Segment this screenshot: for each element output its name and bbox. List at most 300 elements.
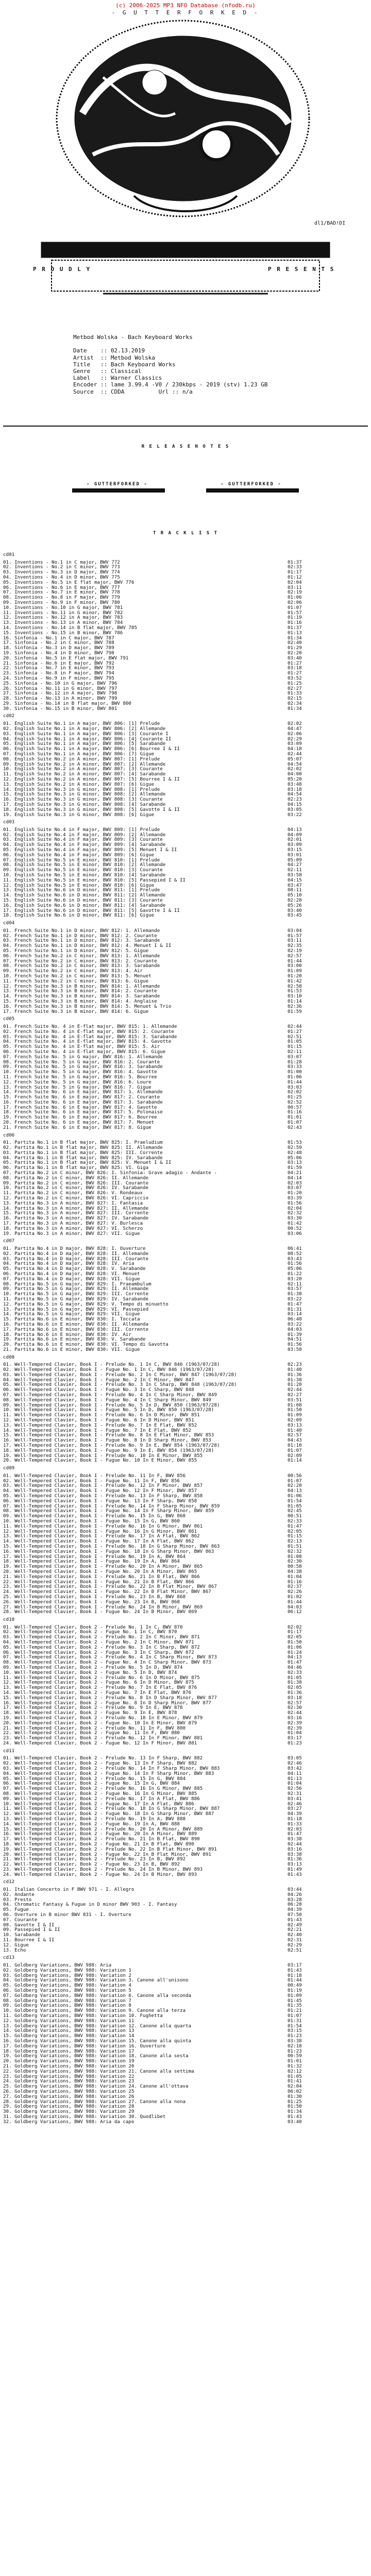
track-title: 15. French Suite No. 6 in E major, BWV 817: 2. Courante <box>3 1094 160 1100</box>
track-title: 10. Well-Tempered Clavier, Book 2 - Fugue No. 17 In A Flat, BWV 886 <box>3 1801 194 1807</box>
track-duration: 01:07 <box>288 1120 302 1126</box>
track-title: 20. Partita No.6 in E minor, BWV 830: VI. Tempo di Gavotta <box>3 1342 168 1348</box>
track-title: 09. French Suite No.2 in C minor, BWV 813: 4. Air <box>3 968 143 974</box>
track-title: 23. Well-Tempered Clavier, Book 2 - Prelude No. 24 In B Minor, BWV 893 <box>3 1866 203 1872</box>
track-title: 09. English Suite No.5 in E minor, BWV 810: [3] Courante <box>3 867 163 873</box>
track-duration: 02:04 <box>288 1205 302 1211</box>
track-title: 23. Well-Tempered Clavier, Book I - Prelude No. 22 In B Flat Minor, BWV 867 <box>3 1584 217 1590</box>
track-duration: 05:09 <box>288 857 302 863</box>
disc-heading: cd12 <box>3 1879 15 1885</box>
track-duration: 02:12 <box>288 2068 302 2074</box>
track-duration: 08:11 <box>288 887 302 893</box>
track-duration: 04:03 <box>288 1326 302 1332</box>
track-title: 17. Well-Tempered Clavier, Book I - Prelude No. 9 In E, BWV 854 (1963/07/28) <box>3 1443 220 1449</box>
track-title: 21. Well-Tempered Clavier, Book 2 - Prelude No. 11 In F, BWV 880 <box>3 1725 186 1731</box>
track-title: 08. Well-Tempered Clavier, Book I - Fugue No. 14 In F Sharp Minor, BWV 859 <box>3 1508 214 1514</box>
track-row <box>3 1741 364 1746</box>
track-duration: 02:46 <box>288 1801 302 1807</box>
track-duration: 03:22 <box>288 811 302 818</box>
track-duration: 01:43 <box>288 1967 302 1973</box>
track-duration: 03:51 <box>288 1397 302 1403</box>
divider <box>72 488 165 493</box>
track-title: 19. Well-Tempered Clavier, Book 2 - Prelude No. 10 In E Minor, BWV 879 <box>3 1715 203 1721</box>
track-duration: 02:37 <box>288 1584 302 1590</box>
disc-heading: cd04 <box>3 920 15 926</box>
track-duration: 01:35 <box>288 2003 302 2009</box>
track-duration: 04:14 <box>288 1175 302 1181</box>
track-duration: 03:38 <box>288 1836 302 1842</box>
track-row <box>3 1458 364 1463</box>
track-title: 04. Partita No.4 in D major, BWV 828: IV. Aria <box>3 1261 134 1267</box>
track-duration: 03:09 <box>288 741 302 747</box>
track-duration: 02:02 <box>288 766 302 772</box>
track-duration: 04:11 <box>288 1770 302 1776</box>
track-row <box>3 913 364 918</box>
track-title: 15. Partita No.3 in A minor, BWV 827: III. Corrente <box>3 1210 149 1216</box>
track-title: 15. English Suite No.6 in D minor, BWV 811: [3] Courante <box>3 897 163 904</box>
track-duration: 01:08 <box>288 1402 302 1408</box>
track-duration: 03:57 <box>288 1286 302 1292</box>
track-title: 09. Passepied I & II <box>3 1927 60 1933</box>
track-title: 05. Partita No.4 in D major, BWV 828: V. Sarabande <box>3 1266 146 1272</box>
track-duration: 02:33 <box>288 564 302 570</box>
track-title: 17. English Suite No.6 in D minor, BWV 811: [5] Gavotte I & II <box>3 907 180 913</box>
group-brand: - G U T T E R F O R K E D - <box>111 9 260 16</box>
track-title: 17. Well-Tempered Clavier, Book 2 - Prelude No. 21 In B Flat, BWV 890 <box>3 1836 200 1842</box>
track-title: 04. Well-Tempered Clavier, Book I - Fugue No. 12 In F Minor, BWV 857 <box>3 1488 197 1494</box>
track-duration: 01:43 <box>288 2113 302 2120</box>
track-duration: 01:22 <box>288 1270 302 1277</box>
track-duration: 03:40 <box>288 655 302 661</box>
track-duration: 02:26 <box>288 1589 302 1595</box>
track-title: 21. Well-Tempered Clavier, Book 2 - Prelude No. 23 In B, BWV 892 <box>3 1856 186 1862</box>
track-duration: 02:43 <box>288 1124 302 1130</box>
track-duration: 01:36 <box>288 1856 302 1862</box>
track-title: 11. Well-Tempered Clavier, Book 2 - Prelude No. 18 In G Sharp Minor, BWV 887 <box>3 1806 220 1812</box>
track-duration: 03:22 <box>288 1296 302 1302</box>
track-title: 12. Goldberg Variations, BWV 988: Variation 11 <box>3 2018 134 2024</box>
track-title: 11. Well-Tempered Clavier, Book 2 - Prelude No. 6 In D Minor, BWV 875 <box>3 1674 200 1681</box>
track-title: 01. Goldberg Variations, BWV 988: Aria <box>3 1962 112 1969</box>
track-duration: 01:20 <box>288 1382 302 1388</box>
track-duration: 01:23 <box>288 2033 302 2039</box>
track-title: 26. Well-Tempered Clavier, Book I - Fugue No. 23 In B, BWV 868 <box>3 1599 180 1605</box>
track-row <box>3 1347 364 1352</box>
track-duration: 01:49 <box>288 1866 302 1872</box>
track-duration: 01:31 <box>288 1306 302 1312</box>
track-duration: 03:22 <box>288 1321 302 1327</box>
track-duration: 01:04 <box>288 1730 302 1736</box>
track-title: 13. French Suite No.3 in B minor, BWV 814: 2. Courante <box>3 988 157 994</box>
track-title: 15. Well-Tempered Clavier, Book 2 - Prelude No. 8 In D Sharp Minor, BWV 877 <box>3 1694 217 1701</box>
track-title: 19. Well-Tempered Clavier, Book I - Prelude No. 20 In A Minor, BWV 865 <box>3 1564 203 1570</box>
track-duration: 01:53 <box>288 988 302 994</box>
track-duration: 01:41 <box>288 2078 302 2084</box>
track-duration: 01:27 <box>288 1028 302 1035</box>
track-row <box>3 1872 364 1877</box>
track-duration: 04:46 <box>288 1665 302 1671</box>
track-duration: 03:44 <box>288 1887 302 1893</box>
track-duration: 02:57 <box>288 1700 302 1706</box>
track-duration: 01:15 <box>288 1044 302 1050</box>
track-title: 10. English Suite No.5 in E minor, BWV 810: [4] Sarabande <box>3 872 166 878</box>
track-duration: 04:54 <box>288 761 302 767</box>
track-duration: 01:25 <box>288 2098 302 2105</box>
track-title: 12. Well-Tempered Clavier, Book 2 - Fugue No. 6 In D Minor, BWV 875 <box>3 1680 194 1686</box>
track-duration: 01:44 <box>288 1599 302 1605</box>
track-duration: 03:27 <box>288 1806 302 1812</box>
track-title: 05. Fugue <box>3 1907 29 1913</box>
track-duration: 03:20 <box>288 1276 302 1282</box>
track-duration: 00:49 <box>288 1982 302 1989</box>
track-title: 08. Gavotte I & II <box>3 1922 55 1928</box>
track-title: 08. Well-Tempered Clavier, Book 2 - Fugue No. 16 In G Minor, BWV 885 <box>3 1790 197 1797</box>
track-title: 02. Partita No.1 in B flat major, BWV 825: II. Allemande <box>3 1145 163 1151</box>
track-duration: 02:36 <box>288 1003 302 1009</box>
track-duration: 01:20 <box>288 973 302 979</box>
track-duration: 03:05 <box>288 806 302 812</box>
track-duration: 01:25 <box>288 680 302 686</box>
track-duration: 01:09 <box>288 1412 302 1418</box>
track-duration: 01:19 <box>288 1988 302 1994</box>
track-duration: 01:24 <box>288 1649 302 1655</box>
track-duration: 03:48 <box>288 781 302 787</box>
track-title: 16. Well-Tempered Clavier, Book I - Fugue No. 8 In D Sharp Minor, BWV 853 <box>3 1437 211 1444</box>
track-duration: 01:31 <box>288 2018 302 2024</box>
track-title: 07. Courante <box>3 1917 38 1923</box>
track-duration: 01:44 <box>288 1079 302 1085</box>
track-title: 13. Well-Tempered Clavier, Book I - Prelude No. 7 In E Flat, BWV 852 <box>3 1422 197 1428</box>
track-title: 10. Well-Tempered Clavier, Book 2 - Fugue No. 5 In D, BWV 874 <box>3 1669 177 1675</box>
track-duration: 04:13 <box>288 1654 302 1660</box>
track-title: 09. Goldberg Variations, BWV 988: Variation 8 <box>3 2003 131 2009</box>
track-duration: 01:06 <box>288 1644 302 1650</box>
track-row <box>3 1887 364 1892</box>
track-duration: 01:01 <box>288 1114 302 1121</box>
track-duration: 01:05 <box>288 1674 302 1681</box>
track-title: 30. Goldberg Variations, BWV 988: Variation 29 <box>3 2109 134 2115</box>
track-title: 09. Well-Tempered Clavier, Book 2 - Prelude No. 5 In D, BWV 874 <box>3 1665 183 1671</box>
track-duration: 03:07 <box>288 1185 302 1191</box>
track-title: 14. Well-Tempered Clavier, Book 2 - Fugue No. 7 In E Flat, BWV 876 <box>3 1690 192 1696</box>
track-duration: 02:19 <box>288 948 302 954</box>
track-duration: 01:56 <box>288 1200 302 1206</box>
track-duration: 01:38 <box>288 1680 302 1686</box>
track-duration: 01:04 <box>288 1781 302 1787</box>
track-title: 09. Well-Tempered Clavier, Book I - Prelude No. 15 In G, BWV 860 <box>3 1513 186 1519</box>
track-duration: 01:44 <box>288 1977 302 1984</box>
track-title: 03. Partita No.1 in B flat major, BWV 825: III. Corrente <box>3 1149 163 1156</box>
track-duration: 02:09 <box>288 1417 302 1423</box>
track-title: 15. Well-Tempered Clavier, Book 2 - Prelude No. 20 In A Minor, BWV 889 <box>3 1826 203 1832</box>
track-title: 03. Well-Tempered Clavier, Book I - Prelude No. 12 In F Minor, BWV 857 <box>3 1483 203 1489</box>
track-duration: 06:28 <box>288 1902 302 1908</box>
track-title: 07. English Suite No.1 in A major, BWV 806: [7] Gigue <box>3 751 155 757</box>
track-title: 18. English Suite No.6 in D minor, BWV 811: [6] Gigue <box>3 912 155 919</box>
track-duration: 06:02 <box>288 2088 302 2094</box>
track-title: 25. Well-Tempered Clavier, Book I - Prelude No. 23 In B, BWV 868 <box>3 1594 186 1600</box>
track-duration: 04:27 <box>288 862 302 868</box>
track-title: 07. Partita No.4 in D major, BWV 828: VII. Gigue <box>3 1276 140 1282</box>
track-duration: 02:06 <box>288 731 302 737</box>
track-duration: 04:54 <box>288 791 302 798</box>
track-duration: 04:03 <box>288 1604 302 1610</box>
track-title: 14. English Suite No.6 in D minor, BWV 811: [2] Allemande <box>3 892 166 899</box>
track-title: 08. Well-Tempered Clavier, Book I - Fugue No. 4 In C Sharp Minor, BWV 849 <box>3 1397 211 1403</box>
track-title: 31. Goldberg Variations, BWV 988: Variation 30. Quodlibet <box>3 2113 166 2120</box>
track-title: 13. English Suite No.6 in D minor, BWV 811: [1] Prelude <box>3 887 160 893</box>
track-duration: 02:58 <box>288 983 302 989</box>
track-title: 10. English Suite No.2 in A minor, BWV 807: [3] Courante <box>3 766 163 772</box>
track-duration: 02:11 <box>288 867 302 873</box>
track-title: 13. Inventions - No.13 in A minor, BWV 784 <box>3 620 123 626</box>
track-title: 16. French Suite No. 6 in E major, BWV 817: 3. Sarabande <box>3 1099 163 1105</box>
track-duration: 01:08 <box>288 1553 302 1560</box>
track-title: 05. French Suite No. 4 in E-flat major, BWV 815: 5. Air <box>3 1044 160 1050</box>
track-duration: 01:50 <box>288 1407 302 1413</box>
track-duration: 01:42 <box>288 978 302 984</box>
track-title: 09. Well-Tempered Clavier, Book 2 - Prelude No. 17 In A Flat, BWV 886 <box>3 1795 200 1802</box>
track-duration: 04:09 <box>288 832 302 838</box>
track-duration: 02:28 <box>288 897 302 904</box>
track-duration: 01:40 <box>288 1367 302 1373</box>
track-duration: 00:51 <box>288 1513 302 1519</box>
track-title: 01. French Suite No. 4 in E-flat major, BWV 815: 1. Allemande <box>3 1023 177 1029</box>
track-duration: 02:23 <box>288 796 302 803</box>
track-title: 11. Partita No.2 in C minor, BWV 826: V. Rondeaux <box>3 1190 143 1196</box>
track-duration: 02:57 <box>288 953 302 959</box>
track-duration: 01:13 <box>288 1775 302 1782</box>
track-title: 32. Goldberg Variations, BWV 988: Aria da capo <box>3 2119 134 2125</box>
track-title: 17. Partita No.3 in A minor, BWV 827: V. Burlesca <box>3 1221 143 1226</box>
track-title: 04. Well-Tempered Clavier, Book 2 - Fugue No. 2 In C Minor, BWV 871 <box>3 1639 194 1646</box>
track-duration: 01:34 <box>288 2109 302 2115</box>
track-title: 02. Well-Tempered Clavier, Book 2 - Fugue No. 1 In C, BWV 870 <box>3 1629 177 1635</box>
track-duration: 00:56 <box>288 1472 302 1479</box>
track-duration: 01:34 <box>288 705 302 711</box>
track-duration: 01:21 <box>288 2008 302 2014</box>
track-duration: 04:15 <box>288 877 302 883</box>
track-duration: 01:14 <box>288 1458 302 1464</box>
track-duration: 00:52 <box>288 1225 302 1231</box>
track-duration: 02:35 <box>288 943 302 949</box>
track-duration: 01:57 <box>288 609 302 616</box>
track-title: 06. French Suite No.2 in C minor, BWV 813: 1. Allemande <box>3 953 160 959</box>
track-title: 19. English Suite No.3 in G minor, BWV 808: [6] Gigue <box>3 811 155 818</box>
gutterforked-banner: - GUTTERFORKED - <box>87 482 148 487</box>
track-duration: 03:10 <box>288 993 302 999</box>
track-duration: 02:06 <box>288 600 302 606</box>
divider <box>3 426 368 427</box>
track-duration: 01:06 <box>288 595 302 601</box>
track-duration: 01:47 <box>288 1523 302 1529</box>
track-title: 18. Well-Tempered Clavier, Book 2 - Fugue No. 9 In E, BWV 878 <box>3 1710 177 1716</box>
track-title: 24. Well-Tempered Clavier, Book 2 - Fugue No. 24 In B Minor, BWV 893 <box>3 1871 197 1877</box>
track-duration: 00:59 <box>288 2053 302 2059</box>
track-duration: 02:02 <box>288 1624 302 1630</box>
track-title: 20. Well-Tempered Clavier, Book I - Fugue No. 20 In A Minor, BWV 865 <box>3 1568 197 1574</box>
track-duration: 03:09 <box>288 842 302 848</box>
track-title: 18. Partita No.6 in E minor, BWV 830: IV. Air <box>3 1331 131 1337</box>
track-title: 23. Well-Tempered Clavier, Book 2 - Prelude No. 12 In F Minor, BWV 881 <box>3 1735 203 1741</box>
track-duration: 02:57 <box>288 1432 302 1438</box>
track-title: 12. Inventions - No.12 in A major, BWV 783 <box>3 615 123 621</box>
track-title: 10. Well-Tempered Clavier, Book I - Fugue No. 15 In G, BWV 860 <box>3 1518 180 1524</box>
track-duration: 03:11 <box>288 938 302 944</box>
track-title: 09. French Suite No. 5 in G major, BWV 816: 3. Sarabande <box>3 1064 163 1070</box>
track-duration: 02:18 <box>288 2043 302 2049</box>
track-duration: 02:09 <box>288 1452 302 1459</box>
track-title: 03. Partita No.4 in D major, BWV 828: III. Courante <box>3 1256 149 1262</box>
track-title: 22. Sinfonia - No.7 in E minor, BWV 793 <box>3 665 114 671</box>
source-url[interactable]: (c) 2006-2025 MP3 NFO Database (nfodb.ru) <box>115 2 256 9</box>
track-duration: 01:43 <box>288 1871 302 1877</box>
track-title: 02. Inventions - No.2 in C minor, BWV 773 <box>3 564 120 570</box>
track-title: 20. Well-Tempered Clavier, Book 2 - Fugue No. 22 In B Flat Minor, BWV 891 <box>3 1851 211 1857</box>
track-title: 20. Well-Tempered Clavier, Book I - Fugue No. 10 In E Minor, BWV 855 <box>3 1458 197 1464</box>
track-duration: 02:27 <box>288 1392 302 1398</box>
track-duration: 01:25 <box>288 1094 302 1100</box>
proudly-text: P R O U D L Y <box>33 266 91 273</box>
track-title: 03. Goldberg Variations, BWV 988: Variation 2 <box>3 1972 131 1978</box>
track-duration: 01:29 <box>288 645 302 651</box>
track-title: 02. Well-Tempered Clavier, Book I - Fugue No. 1 In C, BWV 846 (1963/07/28) <box>3 1367 214 1373</box>
track-title: 20. Well-Tempered Clavier, Book 2 - Fugue No. 10 In E Minor, BWV 879 <box>3 1720 197 1726</box>
presents-text: P R E S E N T S <box>268 266 335 273</box>
track-title: 09. Partita No.5 in G major, BWV 829: II. Allemande <box>3 1286 149 1292</box>
track-title: 18. Sinfonia - No.3 in D major, BWV 789 <box>3 645 114 651</box>
track-duration: 08:52 <box>288 1250 302 1257</box>
track-duration: 01:14 <box>288 998 302 1004</box>
track-duration: 02:23 <box>288 1362 302 1368</box>
track-title: 18. Well-Tempered Clavier, Book I - Fugue No. 19 In A, BWV 864 <box>3 1558 180 1565</box>
track-title: 04. Well-Tempered Clavier, Book I - Fugue No. 2 In C Minor, BWV 847 <box>3 1377 194 1383</box>
track-title: 01. Partita No.4 in D major, BWV 828: I. Ouverture <box>3 1245 146 1251</box>
track-duration: 02:31 <box>288 1790 302 1797</box>
track-duration: 03:18 <box>288 1694 302 1701</box>
track-duration: 01:06 <box>288 1493 302 1499</box>
track-duration: 01:18 <box>288 1816 302 1822</box>
track-duration: 02:44 <box>288 1387 302 1393</box>
track-title: 04. English Suite No.1 in A major, BWV 806: [4] Courante II <box>3 736 172 742</box>
track-title: 05. Goldberg Variations, BWV 988: Variation 4 <box>3 1982 131 1989</box>
track-duration: 02:39 <box>288 1725 302 1731</box>
track-title: 28. Sinfonia - No.13 in A minor, BWV 799 <box>3 696 117 702</box>
track-title: 04. Goldberg Variations, BWV 988: Variation 3. Canone all'unisono <box>3 1977 189 1984</box>
track-duration: 01:51 <box>288 1543 302 1549</box>
track-title: 05. Partita No.1 in B flat major, BWV 825: V. Menuet I & II <box>3 1160 172 1166</box>
release-notes-heading: R E L E A S E N O T E S <box>141 444 230 449</box>
track-title: 24. Well-Tempered Clavier, Book 2 - Fugue No. 12 In F Minor, BWV 881 <box>3 1740 197 1747</box>
info-line: Artist :: Metbod Wolska <box>73 354 155 361</box>
track-title: 24. Goldberg Variations, BWV 988: Variation 23 <box>3 2078 134 2084</box>
track-duration: 03:58 <box>288 872 302 878</box>
track-title: 10. French Suite No.2 in C minor, BWV 813: 5. Menuet <box>3 973 151 979</box>
track-title: 21. Sinfonia - No.6 in E major, BWV 792 <box>3 660 114 666</box>
track-title: 05. Inventions - No.5 in E flat major, BWV 776 <box>3 579 134 585</box>
track-duration: 01:38 <box>288 1377 302 1383</box>
track-title: 17. Partita No.6 in E minor, BWV 830: III. Corrente <box>3 1326 149 1332</box>
track-duration: 02:13 <box>288 1538 302 1545</box>
track-duration: 02:46 <box>288 1760 302 1767</box>
track-title: 05. Well-Tempered Clavier, Book I - Prelude No. 3 In C Sharp, BWV 848 (1963/07/28) <box>3 1382 237 1388</box>
track-duration: 02:40 <box>288 1932 302 1938</box>
track-duration: 04:39 <box>288 1907 302 1913</box>
track-title: 03. English Suite No.1 in A major, BWV 806: [3] Courante I <box>3 731 168 737</box>
track-duration: 02:02 <box>288 1089 302 1095</box>
track-duration: 01:42 <box>288 1221 302 1226</box>
info-line: Genre :: Classical <box>73 368 142 375</box>
track-duration: 01:37 <box>288 559 302 565</box>
track-duration: 03:41 <box>288 1795 302 1802</box>
track-duration: 02:59 <box>288 1145 302 1151</box>
track-row <box>3 1009 364 1014</box>
track-duration: 02:56 <box>288 1786 302 1792</box>
track-duration: 02:05 <box>288 1685 302 1691</box>
divider <box>206 488 299 493</box>
track-duration: 04:00 <box>288 771 302 777</box>
track-title: 27. Sinfonia - No.12 in A major, BWV 798 <box>3 690 117 697</box>
track-title: 07. English Suite No.5 in E minor, BWV 810: [1] Prelude <box>3 857 160 863</box>
track-title: 28. Goldberg Variations, BWV 988: Variation 27. Canone alla nona <box>3 2098 186 2105</box>
track-duration: 04:13 <box>288 826 302 833</box>
track-title: 07. French Suite No. 5 in G major, BWV 816: 1. Allemande <box>3 1054 163 1060</box>
track-title: 04. Well-Tempered Clavier, Book 2 - Fugue No. 14 In F Sharp Minor, BWV 883 <box>3 1770 214 1776</box>
release-info <box>73 334 268 395</box>
track-title: 26. Sinfonia - No.11 in G minor, BWV 797 <box>3 685 117 691</box>
track-title: 07. Partita No.2 in C minor, BWV 826: I. Sinfonia: Grave adagio - Andante - <box>3 1170 217 1176</box>
track-duration: 02:34 <box>288 701 302 706</box>
track-duration: 01:01 <box>288 2058 302 2064</box>
track-title: 14. Partita No.3 in A minor, BWV 827: II. Allemande <box>3 1205 149 1211</box>
track-title: 12. English Suite No.2 in A minor, BWV 807: [5] Bourree I & II <box>3 776 180 782</box>
track-title: 17. French Suite No.3 in B minor, BWV 814: 6. Gigue <box>3 1008 149 1014</box>
tracklist <box>3 552 364 2127</box>
track-title: 04. French Suite No.1 in D minor, BWV 812: 4. Menuet I & II <box>3 943 172 949</box>
track-duration: 02:11 <box>288 1048 302 1055</box>
track-title: 01. Inventions - No.1 in C major, BWV 772 <box>3 559 120 565</box>
track-duration: 03:13 <box>288 1861 302 1868</box>
track-title: 01. English Suite No.4 in F major, BWV 809: [1] Prelude <box>3 826 160 833</box>
track-duration: 04:26 <box>288 1891 302 1897</box>
track-duration: 03:16 <box>288 1846 302 1852</box>
disc-heading: cd08 <box>3 1354 15 1360</box>
track-title: 16. English Suite No.6 in D minor, BWV 811: [4] Sarabande <box>3 902 166 908</box>
track-title: 13. French Suite No. 5 in G major, BWV 816: 7. Gigue <box>3 1084 151 1090</box>
track-duration: 02:19 <box>288 589 302 596</box>
track-title: 15. Well-Tempered Clavier, Book I - Prelude No. 8 In E Flat Minor, BWV 853 <box>3 1432 214 1438</box>
track-title: 18. Well-Tempered Clavier, Book 2 - Fugue No. 21 In B Flat, BWV 890 <box>3 1841 194 1847</box>
track-duration: 01:36 <box>288 1690 302 1696</box>
track-duration: 07:50 <box>288 1912 302 1918</box>
track-title: 27. Well-Tempered Clavier, Book I - Prelude No. 24 In B Minor, BWV 869 <box>3 1604 203 1610</box>
track-title: 06. Well-Tempered Clavier, Book I - Fugue No. 13 In F Sharp, BWV 858 <box>3 1498 197 1504</box>
track-title: 30. Sinfonia - No.15 in B minor, BWV 801 <box>3 705 117 711</box>
track-duration: 02:49 <box>288 1922 302 1928</box>
track-title: 11. French Suite No. 5 in G major, BWV 816: 5. Bourree <box>3 1074 157 1080</box>
track-duration: 01:28 <box>288 1059 302 1065</box>
track-duration: 01:13 <box>288 630 302 636</box>
track-duration: 01:59 <box>288 1008 302 1014</box>
disc-heading: cd06 <box>3 1132 15 1138</box>
track-duration: 03:06 <box>288 1230 302 1236</box>
track-duration: 01:05 <box>288 2073 302 2079</box>
track-title: 24. Well-Tempered Clavier, Book I - Fugue No. 22 In B Flat Minor, BWV 867 <box>3 1589 211 1595</box>
track-duration: 01:30 <box>288 2093 302 2099</box>
track-duration: 01:18 <box>288 1972 302 1978</box>
track-duration: 03:52 <box>288 675 302 682</box>
track-title: 03. Presto <box>3 1896 32 1903</box>
